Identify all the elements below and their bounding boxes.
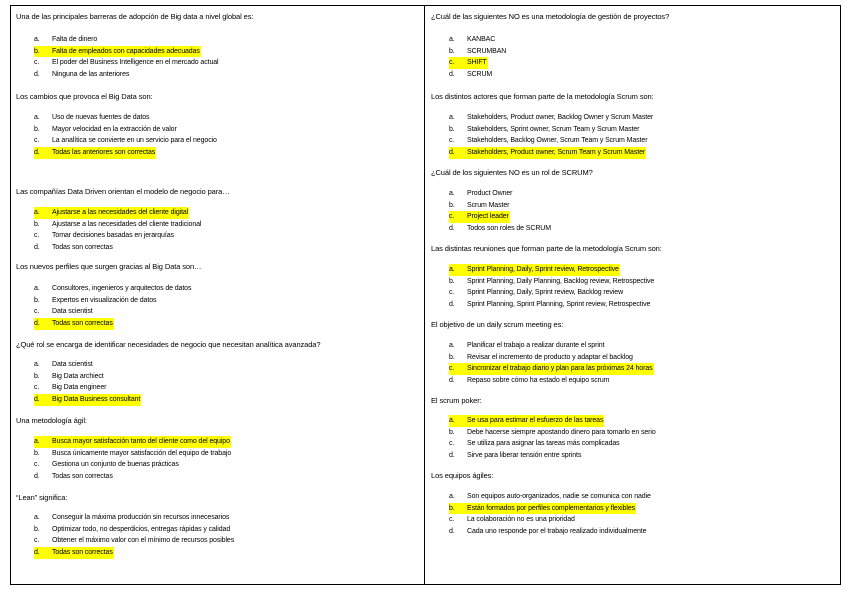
question-text: Los cambios que provoca el Big Data son: [16, 92, 153, 101]
question-text: Los distintos actores que forman parte de la metodología Scrum son: [431, 92, 654, 101]
option-text: KANBAC [467, 36, 496, 43]
option-text: Stakeholders, Product owner, Backlog Owner y Scrum Master [467, 114, 654, 121]
question-text: Una de las principales barreras de adopción de Big data a nivel global es: [16, 12, 254, 21]
option-letter: c. [34, 537, 40, 545]
option-text: Todas son correctas [52, 244, 113, 252]
option-text: Product Owner [467, 190, 513, 197]
option-text: Stakeholders, Product owner, Scrum Team y Scrum Master [467, 147, 646, 159]
option-letter: b. [449, 428, 455, 436]
option-letter: d. [449, 452, 455, 460]
option-letter: d. [34, 244, 40, 252]
option-text: La analítica se convierte en un servicio para el negocio [52, 137, 217, 145]
option-text: Falta de empleados con capacidades adecuadas [52, 46, 201, 58]
option-text: Se usa para estimar el esfuerzo de las tareas [467, 415, 604, 427]
option-text: Busca únicamente mayor satisfacción del equipo de trabajo [52, 449, 232, 457]
option-text: Data scientist [52, 308, 93, 316]
option-text: Sprint Planning, Daily, Sprint review, Retrospective [467, 264, 620, 276]
option-text: Sprint Planning, Daily, Sprint review, Backlog review [467, 289, 624, 297]
option-letter: a. [34, 361, 40, 368]
option-text: Gestiona un conjunto de buenas prácticas [52, 461, 179, 469]
option-letter: c. [449, 440, 455, 448]
option-text: SHIFT [467, 57, 488, 69]
option-text: Sprint Planning, Sprint Planning, Sprint review, Retrospective [467, 301, 651, 309]
option-letter: a. [34, 114, 40, 121]
option-letter: a. [449, 36, 455, 43]
option-text: Sprint Planning, Daily Planning, Backlog review, Retrospective [467, 277, 655, 285]
option-text: Cada uno responde por el trabajo realizado individualmente [467, 528, 647, 536]
option-letter: b. [34, 372, 40, 380]
option-letter: c. [34, 461, 40, 469]
option-text: Ninguna de las anteriores [52, 71, 130, 79]
option-letter: b. [34, 449, 40, 457]
option-letter: d. [449, 147, 467, 159]
option-text: Repaso sobre cómo ha estado el equipo scrum [467, 377, 610, 385]
option-letter: d. [449, 225, 455, 233]
option-letter: b. [34, 125, 40, 133]
option-letter: d. [34, 71, 40, 79]
option-text: Conseguir la máxima producción sin recursos innecesarios [52, 514, 230, 521]
option-letter: d. [449, 71, 455, 79]
option-text: Falta de dinero [52, 36, 98, 43]
option-text: Son equipos auto-organizados, nadie se comunica con nadie [467, 493, 651, 500]
option-text: SCRUMBAN [467, 47, 507, 55]
option-letter: c. [449, 363, 467, 375]
option-text: Están formados por perfiles complementarios y flexibles [467, 503, 636, 515]
option-text: Revisar el incremento de producto y adaptar el backlog [467, 353, 633, 361]
option-letter: a. [449, 342, 455, 349]
option-text: Todas son correctas [52, 473, 113, 481]
option-letter: a. [34, 514, 40, 521]
question-text: ¿Cuál de los siguientes NO es un rol de SCRUM? [431, 168, 593, 177]
option-text: Optimizar todo, no desperdicios, entregas rápidas y calidad [52, 525, 231, 533]
option-text: Sirve para liberar tensión entre sprints [467, 452, 582, 460]
option-text: Big Data Business consultant [52, 394, 141, 406]
question-text: ¿Cuál de las siguientes NO es una metodología de gestión de proyectos? [431, 12, 670, 21]
question-text: Las distintas reuniones que forman parte de la metodología Scrum son: [431, 244, 662, 253]
option-letter: b. [34, 220, 40, 228]
option-letter: b. [449, 47, 455, 55]
option-text: Todas son correctas [52, 318, 114, 330]
option-letter: b. [34, 525, 40, 533]
option-text: Ajustarse a las necesidades del cliente digital [52, 207, 189, 219]
option-letter: b. [449, 503, 467, 515]
option-letter: d. [449, 377, 455, 385]
question-text: Una metodología ágil: [16, 416, 87, 425]
option-letter: b. [34, 46, 52, 58]
option-text: SCRUM [467, 71, 493, 79]
question-text: ¿Qué rol se encarga de identificar necesidades de negocio que necesitan analítica avanzada? [16, 340, 321, 349]
option-text: Tomar decisiones basadas en jerarquías [52, 232, 174, 240]
option-text: Todas las anteriores son correctas [52, 147, 156, 159]
option-letter: a. [34, 436, 52, 448]
question-text: “Lean” significa: [16, 493, 68, 502]
option-letter: c. [34, 308, 40, 316]
option-letter: d. [34, 147, 52, 159]
option-letter: b. [449, 277, 455, 285]
quiz-page [10, 5, 841, 585]
option-text: Sincronizar el trabajo diario y plan para las próximas 24 horas [467, 363, 654, 375]
option-text: Debe hacerse siempre apostando dinero para tomarlo en serio [467, 428, 656, 436]
option-letter: b. [449, 125, 455, 133]
question-text: El objetivo de un daily scrum meeting es: [431, 320, 564, 329]
option-letter: c. [449, 211, 467, 223]
option-letter: a. [449, 264, 467, 276]
option-text: Todos son roles de SCRUM [467, 225, 551, 233]
question-text: El scrum poker: [431, 396, 482, 405]
option-letter: a. [449, 114, 455, 121]
option-letter: c. [449, 137, 455, 145]
option-text: Busca mayor satisfacción tanto del cliente como del equipo [52, 436, 231, 448]
option-text: Project leader [467, 211, 510, 223]
option-letter: c. [449, 516, 455, 524]
option-letter: b. [449, 353, 455, 361]
option-letter: c. [449, 289, 455, 297]
option-text: Stakeholders, Backlog Owner, Scrum Team y Scrum Master [467, 137, 648, 145]
option-letter: c. [34, 384, 40, 392]
option-text: Uso de nuevas fuentes de datos [52, 114, 150, 121]
option-text: La colaboración no es una prioridad [467, 516, 575, 524]
option-letter: b. [449, 201, 455, 209]
question-text: Las compañías Data Driven orientan el modelo de negocio para… [16, 187, 230, 196]
option-text: Big Data engineer [52, 384, 107, 392]
option-letter: a. [34, 36, 40, 43]
option-letter: a. [34, 285, 40, 292]
option-text: Planificar el trabajo a realizar durante el sprint [467, 342, 605, 349]
option-letter: c. [34, 232, 40, 240]
option-letter: a. [34, 207, 52, 219]
option-text: Todas son correctas [52, 547, 114, 559]
option-text: Stakeholders, Sprint owner, Scrum Team y Scrum Master [467, 125, 640, 133]
option-text: Obtener el máximo valor con el mínimo de recursos posibles [52, 537, 235, 545]
question-text: Los nuevos perfiles que surgen gracias al Big Data son… [16, 262, 202, 271]
question-text: Los equipos ágiles: [431, 471, 494, 480]
option-text: Expertos en visualización de datos [52, 296, 157, 304]
option-text: Big Data archiect [52, 372, 104, 380]
option-letter: c. [34, 137, 40, 145]
option-letter: a. [449, 493, 455, 500]
option-text: Ajustarse a las necesidades del cliente tradicional [52, 220, 202, 228]
option-letter: a. [449, 415, 467, 427]
option-letter: d. [34, 318, 52, 330]
option-text: Data scientist [52, 361, 93, 368]
option-letter: d. [34, 394, 52, 406]
option-text: Mayor velocidad en la extracción de valor [52, 125, 177, 133]
option-letter: d. [34, 547, 52, 559]
option-text: Se utiliza para asignar las tareas más complicadas [467, 440, 620, 448]
column-divider [424, 6, 425, 584]
option-letter: d. [34, 473, 40, 481]
option-text: El poder del Business Intelligence en el mercado actual [52, 59, 219, 67]
option-text: Consultores, ingenieros y arquitectos de datos [52, 285, 192, 292]
option-letter: a. [449, 190, 455, 197]
option-letter: d. [449, 301, 455, 309]
option-letter: c. [34, 59, 40, 67]
option-letter: b. [34, 296, 40, 304]
option-letter: d. [449, 528, 455, 536]
option-text: Scrum Master [467, 201, 510, 209]
option-letter: c. [449, 57, 467, 69]
